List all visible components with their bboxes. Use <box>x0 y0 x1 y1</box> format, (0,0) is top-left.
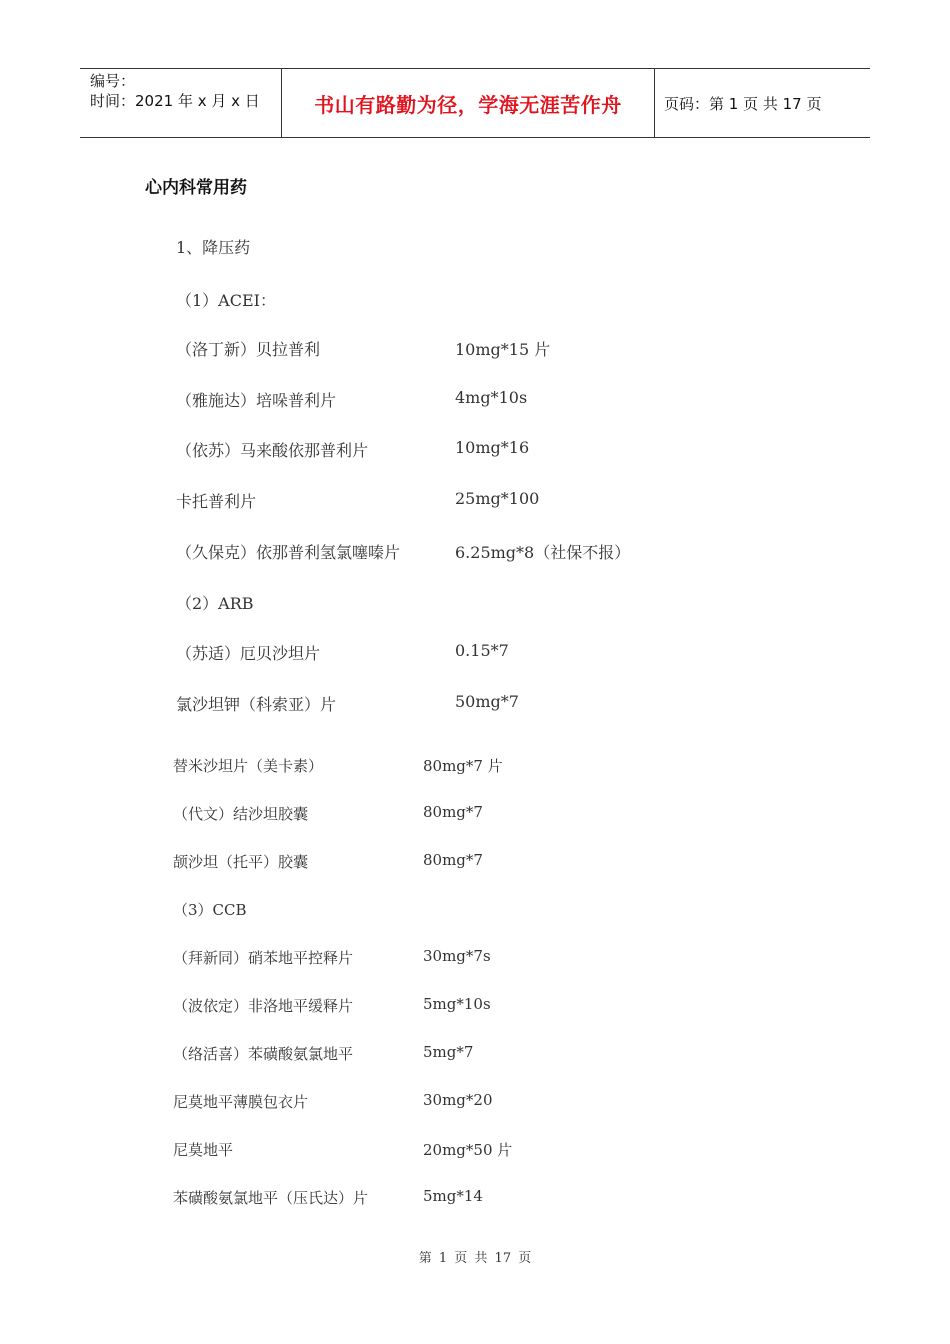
drug-dose: 80mg*7 <box>423 851 483 869</box>
drug-dose: 5mg*10s <box>423 995 491 1013</box>
page-title: 心内科常用药 <box>145 178 247 198</box>
drug-dose: 30mg*20 <box>423 1091 493 1109</box>
drug-dose: 0.15*7 <box>455 641 509 660</box>
drug-dose: 5mg*7 <box>423 1043 474 1061</box>
drug-dose: 80mg*7 <box>423 803 483 821</box>
drug-name: （拜新同）硝苯地平控释片 <box>173 949 354 967</box>
drug-dose: 10mg*15 片 <box>455 340 551 359</box>
drug-dose: 4mg*10s <box>455 388 528 407</box>
time-label: 时间：2021 年 x 月 x 日 <box>90 92 260 110</box>
page-header <box>80 68 870 138</box>
page-footer: 第 1 页 共 17 页 <box>418 1251 532 1266</box>
drug-name: 氯沙坦钾（科索亚）片 <box>176 695 337 714</box>
drug-name: 苯磺酸氨氯地平（压氏达）片 <box>173 1189 369 1207</box>
drug-name: （依苏）马来酸依那普利片 <box>176 441 369 460</box>
drug-name: （洛丁新）贝拉普利 <box>176 340 321 359</box>
drug-name: 卡托普利片 <box>176 492 257 511</box>
header-meta <box>90 71 260 111</box>
drug-dose: 10mg*16 <box>455 438 530 457</box>
drug-name: 尼莫地平 <box>173 1141 234 1159</box>
number-label: 编号： <box>90 72 136 90</box>
drug-name: （代文）结沙坦胶囊 <box>173 805 309 823</box>
drug-name: 替米沙坦片（美卡素） <box>173 757 324 775</box>
drug-dose: 25mg*100 <box>455 489 540 508</box>
header-divider <box>654 69 655 137</box>
drug-name: （久保克）依那普利氢氯噻嗪片 <box>176 543 401 562</box>
drug-name: （络活喜）苯磺酸氨氯地平 <box>173 1045 354 1063</box>
drug-name: （波依定）非洛地平缓释片 <box>173 997 354 1015</box>
drug-name: （雅施达）培哚普利片 <box>176 391 337 410</box>
drug-dose: 5mg*14 <box>423 1187 483 1205</box>
drug-name: 颉沙坦（托平）胶囊 <box>173 853 309 871</box>
drug-dose: 6.25mg*8（社保不报） <box>455 543 631 562</box>
drug-name: （苏适）厄贝沙坦片 <box>176 644 321 663</box>
header-motto: 书山有路勤为径，学海无涯苦作舟 <box>314 92 622 117</box>
drug-dose: 80mg*7 片 <box>423 757 503 775</box>
header-page-info: 页码：第 1 页 共 17 页 <box>664 94 822 113</box>
drug-name: 尼莫地平薄膜包衣片 <box>173 1093 309 1111</box>
drug-dose: 30mg*7s <box>423 947 491 965</box>
drug-dose: 20mg*50 片 <box>423 1141 513 1159</box>
drug-dose: 50mg*7 <box>455 692 519 711</box>
